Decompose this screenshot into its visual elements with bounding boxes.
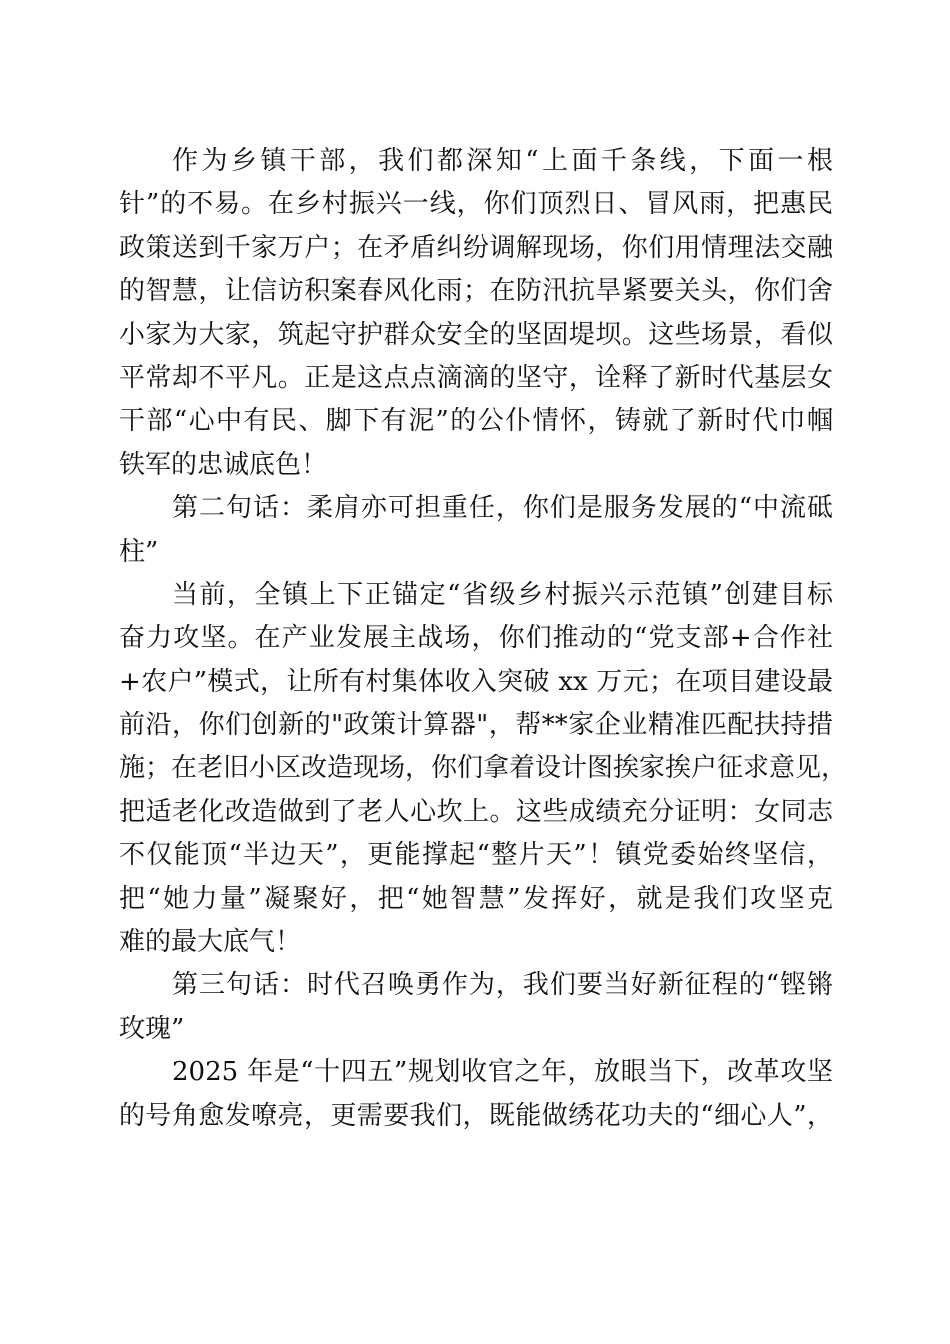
text-line: 柱” (119, 536, 159, 567)
text-line: 干部“心中有民、脚下有泥”的公仆情怀，铸就了新时代巾帼 (119, 406, 833, 437)
text-line: 作为乡镇干部，我们都深知“上面千条线，下面一根 (172, 146, 833, 176)
text-line: 第三句话：时代召唤勇作为，我们要当好新征程的“铿锵 (172, 970, 833, 1001)
text-line: +农户”模式，让所有村集体收入突破 xx 万元；在项目建设最 (119, 666, 833, 697)
text-line: 前沿，你们创新的"政策计算器"，帮**家企业精准匹配扶持措 (119, 710, 833, 741)
text-line: 2025 年是“十四五”规划收官之年，放眼当下，改革攻坚 (172, 1057, 833, 1088)
document-body (119, 140, 848, 1138)
text-line: 难的最大底气！ (119, 927, 302, 958)
text-line: 平常却不平凡。正是这点点滴滴的坚守，诠释了新时代基层女 (119, 362, 833, 393)
text-line: 针”的不易。在乡村振兴一线，你们顶烈日、冒风雨，把惠民 (119, 189, 833, 220)
text-line: 小家为大家，筑起守护群众安全的坚固堤坝。这些场景，看似 (119, 319, 833, 350)
text-line: 政策送到千家万户；在矛盾纠纷调解现场，你们用情理法交融 (119, 232, 833, 263)
text-line: 奋力攻坚。在产业发展主战场，你们推动的“党支部+合作社 (119, 623, 833, 654)
text-line: 第二句话：柔肩亦可担重任，你们是服务发展的“中流砥 (172, 493, 833, 524)
text-line: 的智慧，让信访积案春风化雨；在防汛抗旱紧要关头，你们舍 (119, 276, 833, 307)
text-line: 铁军的忠诚底色！ (119, 449, 328, 480)
text-line: 的号角愈发嘹亮，更需要我们，既能做绣花功夫的“细心人”， (119, 1100, 833, 1131)
text-line: 把“她力量”凝聚好，把“她智慧”发挥好，就是我们攻坚克 (119, 883, 833, 914)
text-line: 把适老化改造做到了老人心坎上。这些成绩充分证明：女同志 (119, 796, 833, 827)
text-line: 当前，全镇上下正锚定“省级乡村振兴示范镇”创建目标 (172, 579, 833, 610)
text-line: 不仅能顶“半边天”，更能撑起“整片天”！镇党委始终坚信， (119, 840, 833, 871)
text-line: 玫瑰” (119, 1013, 185, 1044)
text-line: 施；在老旧小区改造现场，你们拿着设计图挨家挨户征求意见， (119, 753, 848, 784)
